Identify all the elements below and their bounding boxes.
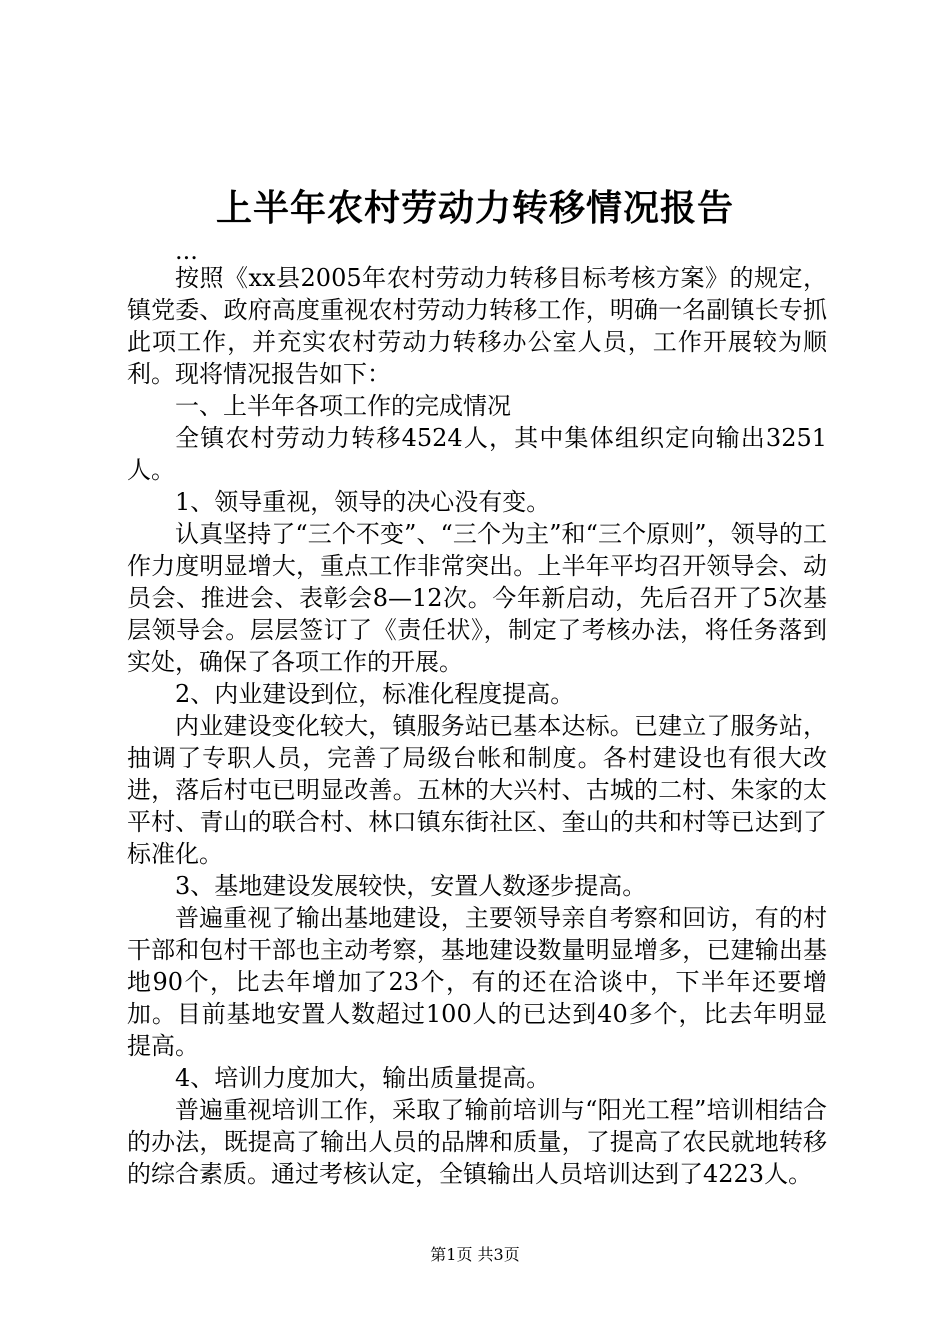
subheading-2: 2、内业建设到位，标准化程度提高。 bbox=[175, 680, 575, 708]
document-title: 上半年农村劳动力转移情况报告 bbox=[215, 187, 734, 229]
paragraph-intro: 按照《xx县2005年农村劳动力转移目标考核方案》的规定，镇党委、政府高度重视农村劳动力转移工作，明确一名副镇长专抓此项工作，并充实农村劳动力转移办公室人员，工作开展较为顺利。现将情况报告如下： bbox=[127, 264, 827, 388]
subheading-4: 4、培训力度加大，输出质量提高。 bbox=[175, 1064, 551, 1092]
subheading-1: 1、领导重视，领导的决心没有变。 bbox=[175, 488, 551, 516]
paragraph-summary: 全镇农村劳动力转移4524人，其中集体组织定向输出3251人。 bbox=[127, 424, 827, 484]
paragraph-internal-construction: 内业建设变化较大，镇服务站已基本达标。已建立了服务站，抽调了专职人员，完善了局级台帐和制度。各村建设也有很大改进，落后村屯已明显改善。五林的大兴村、古城的二村、朱家的太平村、青山的联合村、林口镇东街社区、奎山的共和村等已达到了标准化。 bbox=[127, 712, 827, 868]
paragraph-leadership: 认真坚持了“三个不变”、“三个为主”和“三个原则”，领导的工作力度明显增大，重点工作非常突出。上半年平均召开领导会、动员会、推进会、表彰会8—12次。今年新启动，先后召开了5次基层领导会。层层签订了《责任状》，制定了考核办法，将任务落到实处，确保了各项工作的开展。 bbox=[127, 520, 827, 676]
section-heading-1: 一、上半年各项工作的完成情况 bbox=[175, 392, 511, 420]
subheading-3: 3、基地建设发展较快，安置人数逐步提高。 bbox=[175, 872, 647, 900]
ellipsis-line: ... bbox=[175, 237, 198, 265]
document-body bbox=[127, 237, 827, 1190]
paragraph-base-construction: 普遍重视了输出基地建设，主要领导亲自考察和回访，有的村干部和包村干部也主动考察，基地建设数量明显增多，已建输出基地90个，比去年增加了23个，有的还在洽谈中，下半年还要增加。目前基地安置人数超过100人的已达到40多个，比去年明显提高。 bbox=[127, 904, 827, 1060]
page-footer: 第1页 共3页 bbox=[430, 1245, 520, 1264]
paragraph-training: 普遍重视培训工作，采取了输前培训与“阳光工程”培训相结合的办法，既提高了输出人员的品牌和质量，了提高了农民就地转移的综合素质。通过考核认定，全镇输出人员培训达到了4223人。 bbox=[127, 1096, 827, 1188]
